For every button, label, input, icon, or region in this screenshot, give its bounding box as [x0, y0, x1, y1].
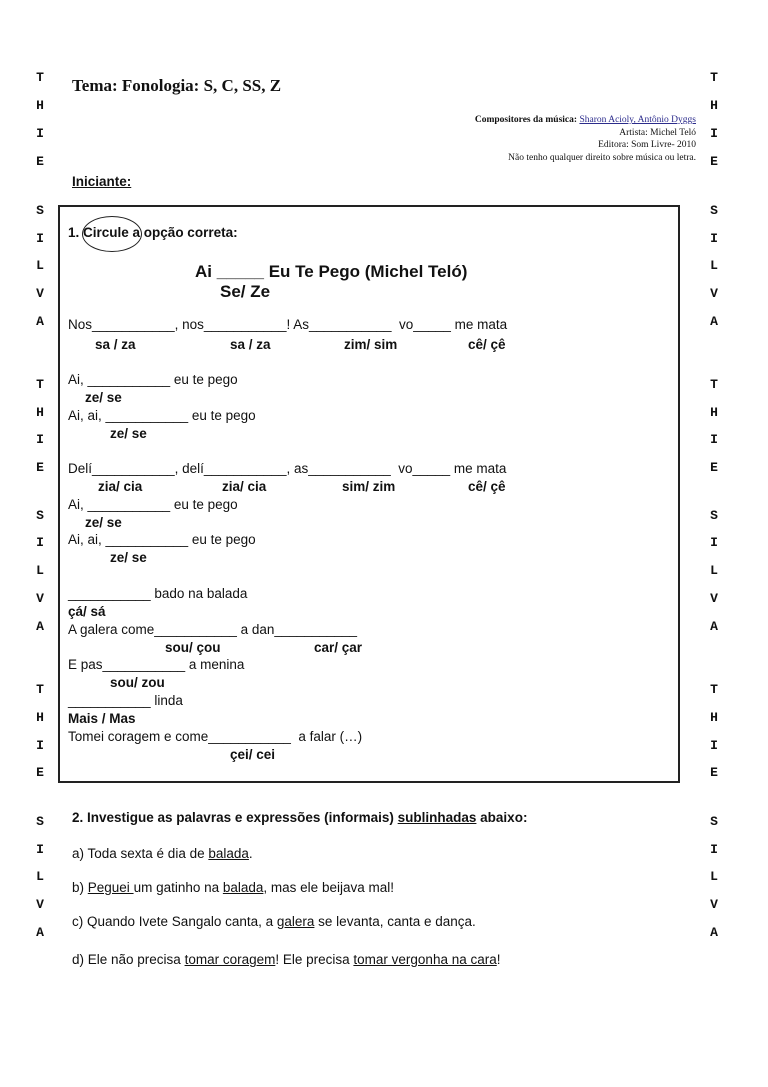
- underlined-expression: balada: [208, 846, 249, 861]
- side-letter: E: [710, 154, 718, 169]
- exercise-2-item: [72, 846, 253, 861]
- side-letter: T: [36, 70, 44, 85]
- side-letter: T: [710, 377, 718, 392]
- exercise-2-title-underlined: sublinhadas: [397, 810, 477, 825]
- exercise-2-title-start: 2. Investigue as palavras e expressões (informais): [72, 810, 398, 825]
- side-letter: S: [36, 508, 44, 523]
- answer-options: zia/ cia: [98, 479, 143, 494]
- lyric-line: Ai, ___________ eu te pego: [68, 372, 238, 387]
- side-letter: I: [710, 535, 718, 550]
- composers-link[interactable]: Sharon Acioly, Antônio Dyggs: [579, 115, 696, 125]
- publisher-line: Editora: Som Livre- 2010: [598, 140, 696, 150]
- song-options: Se/ Ze: [220, 282, 271, 301]
- lyric-line: Ai, ai, ___________ eu te pego: [68, 532, 256, 547]
- level-heading: Iniciante:: [72, 174, 132, 189]
- side-letter: I: [36, 231, 44, 246]
- side-letter: E: [36, 154, 44, 169]
- item-text: se levanta, canta e dança.: [314, 914, 476, 929]
- side-letter: A: [710, 619, 718, 634]
- composers-label: Compositores da música:: [474, 115, 578, 125]
- side-letter: S: [710, 814, 718, 829]
- side-letter: L: [36, 869, 44, 884]
- underlined-expression: tomar coragem: [184, 952, 276, 967]
- underlined-expression: balada: [222, 880, 264, 895]
- side-letter: H: [36, 405, 44, 420]
- answer-options: sa / za: [95, 337, 136, 352]
- answer-options: sa / za: [230, 337, 271, 352]
- side-letter: E: [710, 765, 718, 780]
- side-letter: I: [710, 126, 718, 141]
- side-letter: A: [710, 314, 718, 329]
- answer-options: cê/ çê: [468, 337, 506, 352]
- lyric-line: Ai, ___________ eu te pego: [68, 497, 238, 512]
- side-letter: S: [710, 508, 718, 523]
- artist-line: Artista: Michel Teló: [619, 127, 696, 138]
- answer-options: zia/ cia: [222, 479, 267, 494]
- side-letter: I: [36, 738, 44, 753]
- underlined-expression: tomar vergonha na cara: [353, 952, 497, 967]
- exercise-2-item: [72, 914, 476, 929]
- side-letter: S: [36, 814, 44, 829]
- lyric-line: Delí___________, delí___________, as___________ vo_____ me mata: [68, 461, 507, 476]
- answer-options: zim/ sim: [344, 337, 398, 352]
- item-text: !: [496, 952, 501, 967]
- disclaimer-line: Não tenho qualquer direito sobre música ou letra.: [508, 152, 696, 163]
- instruction-rest: a opção correta:: [128, 225, 238, 240]
- side-letter: H: [710, 405, 718, 420]
- side-letter: L: [36, 563, 44, 578]
- exercise-2-item: [72, 880, 394, 895]
- underlined-expression: Peguei: [87, 880, 134, 895]
- side-letter: A: [36, 619, 44, 634]
- answer-options: sou/ zou: [110, 675, 165, 690]
- answer-options: sim/ zim: [342, 479, 396, 494]
- side-letter: L: [710, 258, 718, 273]
- side-letter: T: [36, 682, 44, 697]
- side-letter: H: [36, 710, 44, 725]
- answer-options: ze/ se: [85, 515, 122, 530]
- side-letter: I: [36, 535, 44, 550]
- side-letter: V: [36, 286, 44, 301]
- side-letter: I: [36, 842, 44, 857]
- answer-options: sou/ çou: [165, 640, 221, 655]
- side-letter: I: [36, 126, 44, 141]
- side-letter: L: [36, 258, 44, 273]
- lyric-line: A galera come___________ a dan___________: [68, 622, 358, 637]
- side-letter: E: [710, 460, 718, 475]
- side-letter: V: [36, 591, 44, 606]
- side-letter: V: [36, 897, 44, 912]
- item-text: um gatinho na: [133, 880, 223, 895]
- item-text: .: [248, 846, 253, 861]
- side-letter: A: [36, 925, 44, 940]
- lyric-line: Nos___________, nos___________! As___________ vo_____ me mata: [68, 317, 508, 332]
- answer-options: ze/ se: [85, 390, 122, 405]
- side-letter: E: [36, 765, 44, 780]
- answer-options: car/ çar: [314, 640, 363, 655]
- answer-options: Mais / Mas: [68, 711, 136, 726]
- answer-options: ze/ se: [110, 426, 147, 441]
- side-letter: T: [710, 682, 718, 697]
- lyric-line: Ai, ai, ___________ eu te pego: [68, 408, 256, 423]
- lyric-line: Tomei coragem e come___________ a falar (…): [68, 729, 363, 744]
- underlined-expression: galera: [276, 914, 315, 929]
- lyric-line: ___________ linda: [68, 693, 183, 708]
- song-credits: [356, 114, 696, 164]
- item-text: , mas ele beijava mal!: [263, 880, 394, 895]
- side-letter: I: [710, 842, 718, 857]
- lyric-line: ___________ bado na balada: [68, 586, 248, 601]
- side-letter: A: [36, 314, 44, 329]
- side-letter: L: [710, 869, 718, 884]
- side-letter: I: [710, 231, 718, 246]
- side-letter: L: [710, 563, 718, 578]
- side-letter: H: [36, 98, 44, 113]
- side-letter: T: [710, 70, 718, 85]
- item-text: ! Ele precisa: [275, 952, 354, 967]
- side-letter: I: [36, 432, 44, 447]
- side-letter: V: [710, 897, 718, 912]
- item-text: b): [72, 880, 88, 895]
- side-letter: A: [710, 925, 718, 940]
- answer-options: çá/ sá: [68, 604, 106, 619]
- side-letter: I: [710, 432, 718, 447]
- side-letter: V: [710, 591, 718, 606]
- item-text: d) Ele não precisa: [72, 952, 185, 967]
- side-letter: E: [36, 460, 44, 475]
- exercise-2-title: [72, 810, 527, 825]
- side-letter: I: [710, 738, 718, 753]
- side-letter: V: [710, 286, 718, 301]
- page-title: Tema: Fonologia: S, C, SS, Z: [72, 76, 282, 95]
- answer-options: çei/ cei: [230, 747, 276, 762]
- item-text: a) Toda sexta é dia de: [72, 846, 209, 861]
- exercise-2-item: [72, 952, 501, 967]
- item-text: c) Quando Ivete Sangalo canta, a: [72, 914, 277, 929]
- song-title: Ai _____ Eu Te Pego (Michel Teló): [195, 262, 468, 281]
- side-letter: H: [710, 710, 718, 725]
- exercise-1-instruction: 1. Circule a opção correta:: [68, 225, 238, 240]
- answer-options: cê/ çê: [468, 479, 506, 494]
- answer-options: ze/ se: [110, 550, 147, 565]
- side-letter: S: [710, 203, 718, 218]
- exercise-2-title-end: abaixo:: [476, 810, 528, 825]
- side-letter: T: [36, 377, 44, 392]
- side-letter: H: [710, 98, 718, 113]
- instruction-circled-word: Circule: [83, 225, 129, 240]
- lyric-line: E pas___________ a menina: [68, 657, 245, 672]
- side-letter: S: [36, 203, 44, 218]
